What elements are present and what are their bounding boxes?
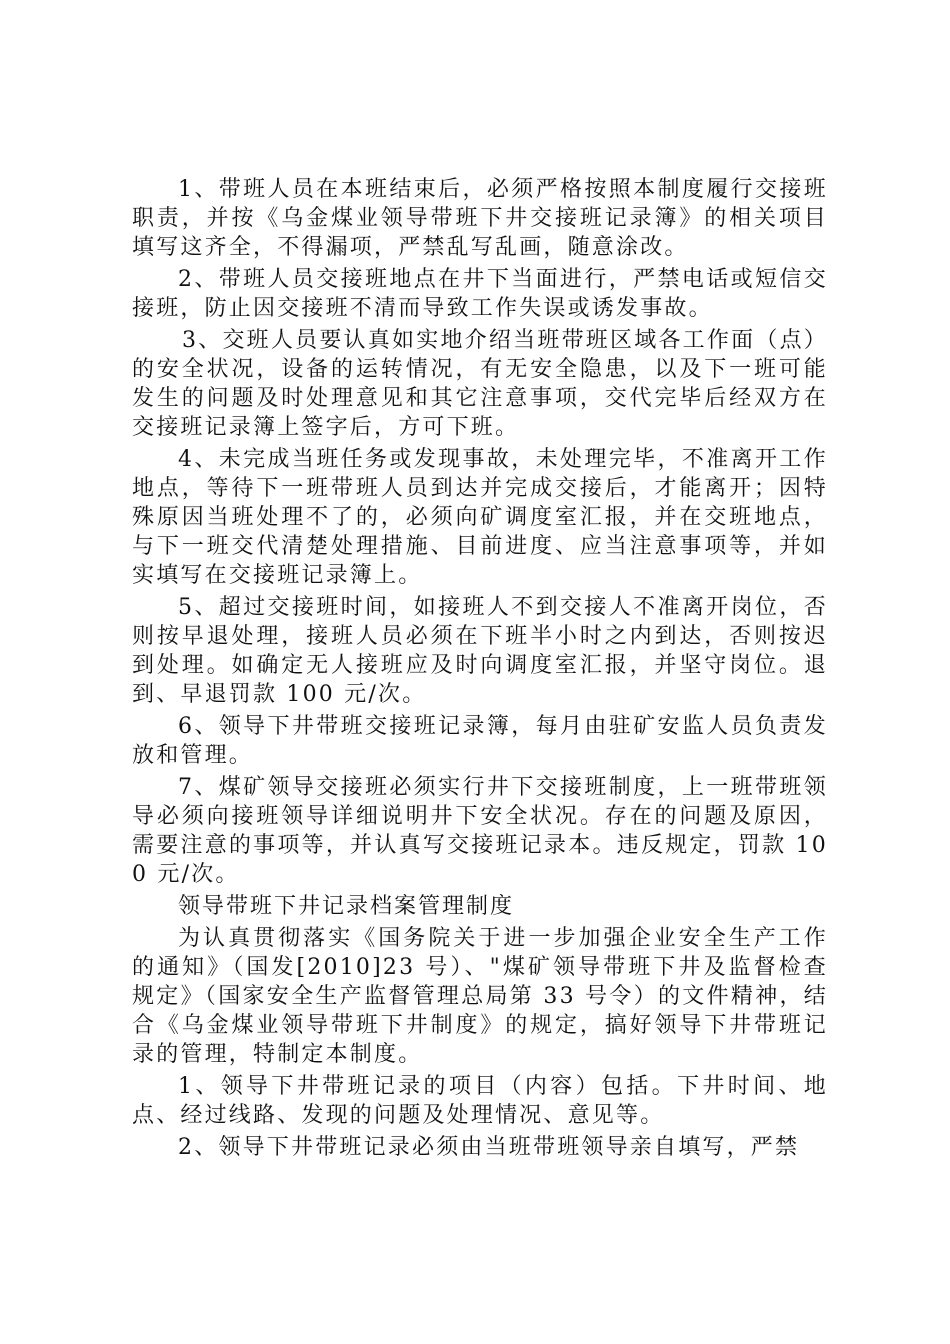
document-body: [132, 175, 828, 1165]
paragraph-rule-4: 4、未完成当班任务或发现事故，未处理完毕，不准离开工作地点，等待下一班带班人员到达并完成交接后，才能离开；因特殊原因当班处理不了的，必须向矿调度室汇报，并在交班地点，与下一班交代清楚处理措施、目前进度、应当注意事项等，并如实填写在交接班记录簿上。: [132, 447, 828, 588]
paragraph-rule-7: 7、煤矿领导交接班必须实行井下交接班制度，上一班带班领导必须向接班领导详细说明井下安全状况。存在的问题及原因，需要注意的事项等，并认真写交接班记录本。违反规定，罚款 100 元/次。: [132, 775, 828, 887]
paragraph-record-1: 1、领导下井带班记录的项目（内容）包括。下井时间、地点、经过线路、发现的问题及处理情况、意见等。: [132, 1074, 828, 1128]
section-title: 领导带班下井记录档案管理制度: [178, 894, 515, 919]
paragraph-intro: 为认真贯彻落实《国务院关于进一步加强企业安全生产工作的通知》（国发[2010]23 号）、"煤矿领导带班下井及监督检查规定》（国家安全生产监督管理总局第 33 号令）的文件精神，结合《乌金煤业领导带班下井制度》的规定，搞好领导下井带班记录的管理，特制定本制度。: [132, 926, 828, 1067]
paragraph-rule-2: 2、带班人员交接班地点在井下当面进行，严禁电话或短信交接班，防止因交接班不清而导致工作失误或诱发事故。: [132, 267, 828, 321]
paragraph-record-2: 2、领导下井带班记录必须由当班带班领导亲自填写，严禁: [178, 1135, 800, 1160]
paragraph-rule-1: 1、带班人员在本班结束后，必须严格按照本制度履行交接班职责，并按《乌金煤业领导带班下井交接班记录簿》的相关项目填写这齐全，不得漏项，严禁乱写乱画，随意涂改。: [132, 177, 828, 260]
paragraph-rule-5: 5、超过交接班时间，如接班人不到交接人不准离开岗位，否则按早退处理，接班人员必须在下班半小时之内到达，否则按迟到处理。如确定无人接班应及时向调度室汇报，并坚守岗位。退到、早退罚款 100 元/次。: [132, 595, 828, 707]
paragraph-rule-3: 3、交班人员要认真如实地介绍当班带班区域各工作面（点）的安全状况，设备的运转情况，有无安全隐患，以及下一班可能发生的问题及时处理意见和其它注意事项，交代完毕后经双方在交接班记录簿上签字后，方可下班。: [132, 328, 828, 440]
paragraph-rule-6: 6、领导下井带班交接班记录簿，每月由驻矿安监人员负责发放和管理。: [132, 714, 828, 768]
